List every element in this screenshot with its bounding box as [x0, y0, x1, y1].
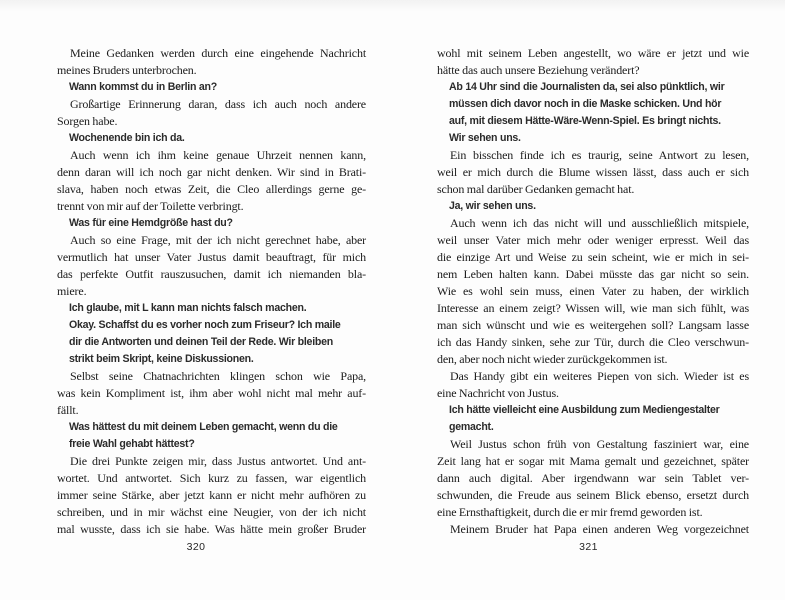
body-text-line: Interesse an einem zeigt? Wissen will, wie man sich fühlt, was [437, 301, 749, 315]
body-text-line: eine Nachricht von Justus. [437, 386, 559, 400]
body-text-line: meines Bruders unterbrochen. [57, 63, 197, 77]
body-text-line: Selbst seine Chatnachrichten klingen schon wie Papa, [70, 369, 366, 383]
body-text-line: Sorgen habe. [57, 114, 118, 128]
chat-message-line: Ich glaube, mit L kann man nichts falsch machen. [69, 302, 307, 314]
chat-message-line: Was hättest du mit deinem Leben gemacht, wenn du die [69, 421, 338, 433]
body-text-line: trennt von mir auf der Toilette verbringt. [57, 199, 244, 213]
chat-message-line: müssen dich davor noch in die Maske schicken. Und hör [449, 98, 722, 110]
body-text-line: wortet. Und antwortet. Sich kurz zu fassen, war eigentlich [57, 471, 366, 485]
body-text-line: schreiben, und in mir wächst eine Neugier, von der ich nicht [57, 505, 366, 519]
body-text-line: miere. [57, 284, 87, 298]
body-text-line: Zeit lang hat er sogar mit Mama gemalt und gezeichnet, später [437, 454, 749, 468]
chat-message-line: dir die Antworten und deinen Teil der Rede. Wir bleiben [69, 336, 333, 348]
body-text-line: wohl mit seinem Leben angestellt, wo wäre er jetzt und wie [437, 46, 749, 60]
body-text-line: Auch wenn ich ihm keine genaue Uhrzeit nennen kann, [70, 148, 366, 162]
book-page-left [0, 0, 392, 600]
chat-message-line: Ja, wir sehen uns. [449, 200, 536, 212]
chat-message-line: Was für eine Hemdgröße hast du? [69, 217, 233, 229]
body-text-line: slava, haben noch etwas Zeit, die Cleo allerdings gerne ge- [57, 182, 366, 196]
page-number-left: 320 [186, 541, 206, 553]
body-text-line: Weil Justus schon früh von Gestaltung fasziniert war, eine [450, 437, 749, 451]
chat-message-line: strikt beim Skript, keine Diskussionen. [69, 353, 254, 365]
body-text-line: schon mal darüber Gedanken gemacht hat. [437, 182, 635, 196]
chat-message-line: Ich hätte vielleicht eine Ausbildung zum Mediengestalter [449, 404, 720, 416]
body-text-line: Meinem Bruder hat Papa einen anderen Weg vorgezeichnet [450, 522, 749, 536]
body-text-line: Auch so eine Frage, mit der ich nicht gerechnet habe, aber [70, 233, 366, 247]
chat-message-line: Wochenende bin ich da. [69, 132, 185, 144]
body-text-line: weil er mich durch die Blume wissen lässt, dass auch er sich [437, 165, 749, 179]
body-text-line: Auch wenn ich das nicht will und ausschließlich mitspiele, [450, 216, 749, 230]
chat-message-line: auf, mit diesem Hätte-Wäre-Wenn-Spiel. Es bringt nichts. [449, 115, 721, 127]
body-text-line: fällt. [57, 403, 79, 417]
chat-message-line: Wir sehen uns. [449, 132, 521, 144]
body-text-line: schwunden, die Freude aus seinem Blick ebenso, ersetzt durch [437, 488, 749, 502]
body-text-line: nem Leben halten kann. Dabei müsste das gar nicht so sein. [437, 267, 749, 281]
body-text-line: Das Handy gibt ein weiteres Piepen von sich. Wieder ist es [450, 369, 749, 383]
chat-message-line: Ab 14 Uhr sind die Journalisten da, sei also pünktlich, wir [449, 81, 725, 93]
body-text-line: man sich wünscht und wie es weitergehen soll? Langsam lasse [437, 318, 749, 332]
body-text-line: den, aber noch nicht wieder zurückgekommen ist. [437, 352, 668, 366]
body-text-line: denn daran will ich noch gar nicht denken. Wir sind in Brati- [57, 165, 366, 179]
body-text-line: ich das Handy sinken, sehe zur Tür, durch die Cleo verschwun- [437, 335, 749, 349]
body-text-line: Meine Gedanken werden durch eine eingehende Nachricht [70, 46, 366, 60]
body-text-line: eine Ernsthaftigkeit, durch die er mir fremd geworden ist. [437, 505, 703, 519]
chat-message-line: Okay. Schaffst du es vorher noch zum Friseur? Ich maile [69, 319, 341, 331]
body-text-line: immer seine Stärke, aber jetzt kann er nicht mehr aufhören zu [57, 488, 366, 502]
page-left-text-block [57, 45, 366, 538]
body-text-line: dann auch digital. Aber irgendwann war sein Tablet ver- [437, 471, 749, 485]
body-text-line: hätte das auch unsere Beziehung verändert? [437, 63, 640, 77]
body-text-line: mal wusste, dass ich sie habe. Was hätte mein großer Bruder [57, 522, 366, 536]
body-text-line: Wie es wohl sein muss, einen Vater zu haben, der wirklich [437, 284, 749, 298]
chat-message-line: freie Wahl gehabt hättest? [69, 438, 195, 450]
body-text-line: was kein Kompliment ist, ihm aber wohl nicht mal mehr auf- [57, 386, 366, 400]
body-text-line: Großartige Erinnerung daran, dass ich auch noch andere [70, 97, 366, 111]
body-text-line: weil unser Vater mich mehr oder weniger erpresst. Weil das [437, 233, 749, 247]
body-text-line: Ein bisschen finde ich es traurig, seine Antwort zu lesen, [450, 148, 749, 162]
chat-message-line: Wann kommst du in Berlin an? [69, 81, 217, 93]
book-page-right [392, 0, 785, 600]
body-text-line: vermutlich hat unser Vater Justus damit beauftragt, für mich [57, 250, 366, 264]
body-text-line: das perfekte Outfit rauszusuchen, damit ich niemanden bla- [57, 267, 366, 281]
page-right-text-block [437, 45, 749, 538]
page-number-right: 321 [579, 541, 598, 553]
body-text-line: die einzige Art und Weise zu sein scheint, wie er mich in sei- [437, 250, 749, 264]
chat-message-line: gemacht. [449, 421, 494, 433]
body-text-line: Die drei Punkte zeigen mir, dass Justus antwortet. Und ant- [70, 454, 366, 468]
